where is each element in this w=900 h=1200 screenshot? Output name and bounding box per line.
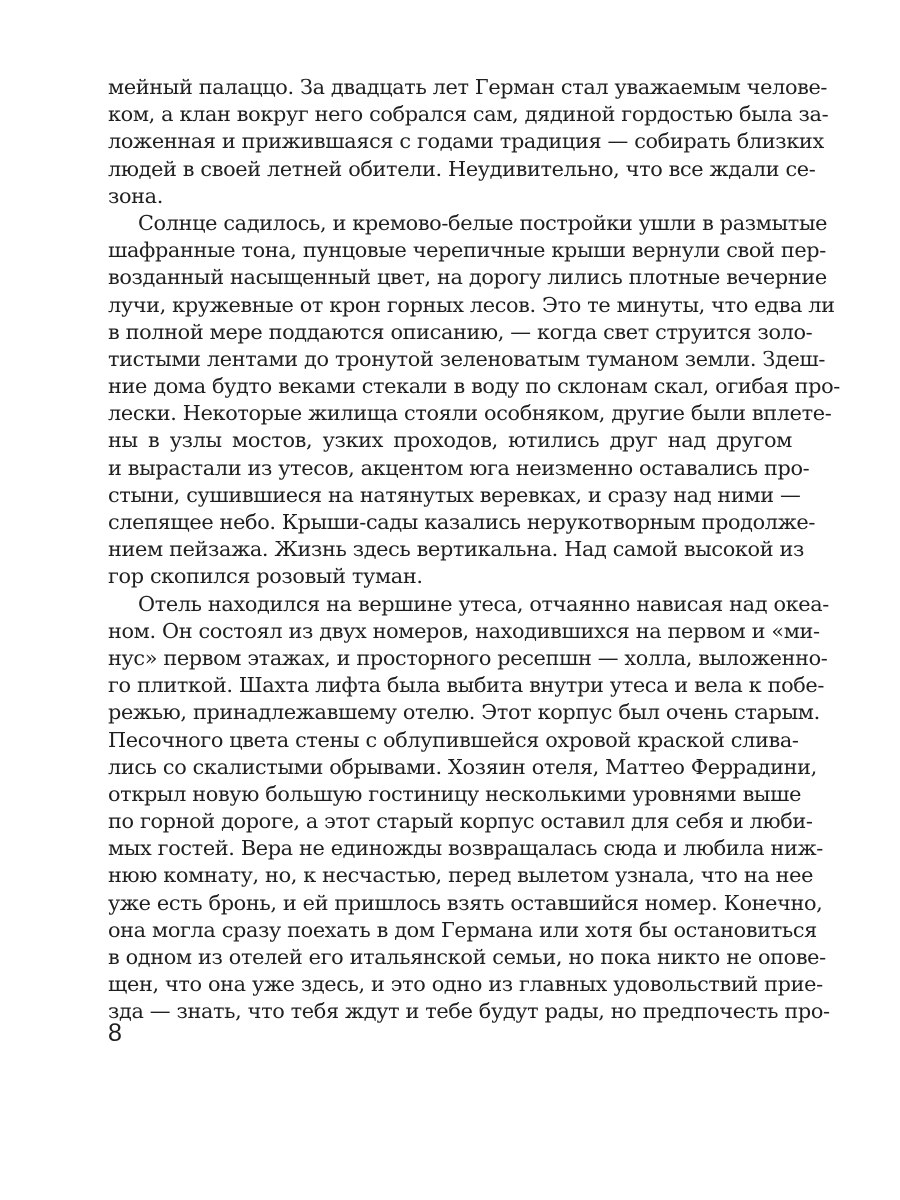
text-line: она могла сразу поехать в дом Германа или хотя бы остановиться [108, 917, 817, 942]
paragraph [108, 210, 840, 591]
text-line: возданный насыщенный цвет, на дорогу лились плотные вечерние [108, 265, 827, 290]
text-line: ны в узлы мостов, узких проходов, ютились друг над другом [108, 428, 792, 453]
text-line: открыл новую большую гостиницу несколькими уровнями выше [108, 781, 802, 806]
text-line: уже есть бронь, и ей пришлось взять оставшийся номер. Конечно, [108, 890, 823, 915]
text-line: Отель находился на вершине утеса, отчаянно нависая над океа- [138, 591, 829, 616]
text-line: в одном из отелей его итальянской семьи, но пока никто не опове- [108, 945, 826, 969]
text-line: режью, принадлежавшему отелю. Этот корпус был очень старым. [108, 700, 820, 725]
text-line: шафранные тона, пунцовые черепичные крыши вернули свой пер- [108, 238, 826, 263]
text-line: зда — знать, что тебя ждут и тебе будут рады, но предпочесть про- [108, 999, 830, 1024]
text-line: щен, что она уже здесь, и это одно из главных удовольствий прие- [108, 972, 823, 997]
text-line: го плиткой. Шахта лифта была выбита внутри утеса и вела к побе- [108, 673, 825, 698]
text-line: по горной дороге, а этот старый корпус оставил для себя и люби- [108, 809, 813, 834]
page-body-text [108, 74, 840, 1026]
paragraph [108, 591, 830, 1026]
text-line: ние дома будто веками стекали в воду по склонам скал, огибая про- [108, 374, 840, 399]
text-line: Песочного цвета стены с облупившейся охровой краской слива- [108, 727, 799, 752]
text-line: мейный палаццо. За двадцать лет Герман стал уважаемым челове- [108, 75, 828, 99]
text-line: нием пейзажа. Жизнь здесь вертикальна. Над самой высокой из [108, 537, 804, 562]
text-line: слепящее небо. Крыши-сады казались нерукотворным продолже- [108, 510, 816, 534]
text-line: в полной мере поддаются описанию, — когда свет струится золо- [108, 319, 813, 344]
text-line: зона. [108, 183, 163, 208]
text-line: людей в своей летней обители. Неудивительно, что все ждали се- [108, 156, 816, 181]
text-line: Солнце садилось, и кремово-белые постройки ушли в размытые [138, 210, 828, 235]
text-line: гор скопился розовый туман. [108, 564, 423, 589]
paragraph [108, 74, 829, 210]
text-line: ном. Он состоял из двух номеров, находившихся на первом и «ми- [108, 618, 820, 643]
text-line: тистыми лентами до тронутой зеленоватым туманом земли. Здеш- [108, 346, 826, 371]
text-line: и вырастали из утесов, акцентом юга неизменно оставались про- [108, 455, 810, 480]
page-number: 8 [108, 1019, 122, 1047]
text-line: мых гостей. Вера не единожды возвращалась сюда и любила ниж- [108, 836, 823, 861]
text-line: нус» первом этажах, и просторного ресепшн — холла, выложенно- [108, 645, 828, 670]
text-line: лись со скалистыми обрывами. Хозяин отеля, Маттео Феррадини, [108, 754, 817, 779]
text-line: ком, а клан вокруг него собрался сам, дядиной гордостью была за- [108, 102, 829, 127]
text-line: ложенная и прижившаяся с годами традиция — собирать близких [108, 129, 824, 154]
text-line: нюю комнату, но, к несчастью, перед вылетом узнала, что на нее [108, 863, 814, 888]
text-line: лучи, кружевные от крон горных лесов. Это те минуты, что едва ли [108, 292, 835, 317]
text-line: стыни, сушившиеся на натянутых веревках, и сразу над ними — [108, 482, 801, 507]
text-line: лески. Некоторые жилища стояли особняком, другие были вплете- [108, 401, 832, 426]
